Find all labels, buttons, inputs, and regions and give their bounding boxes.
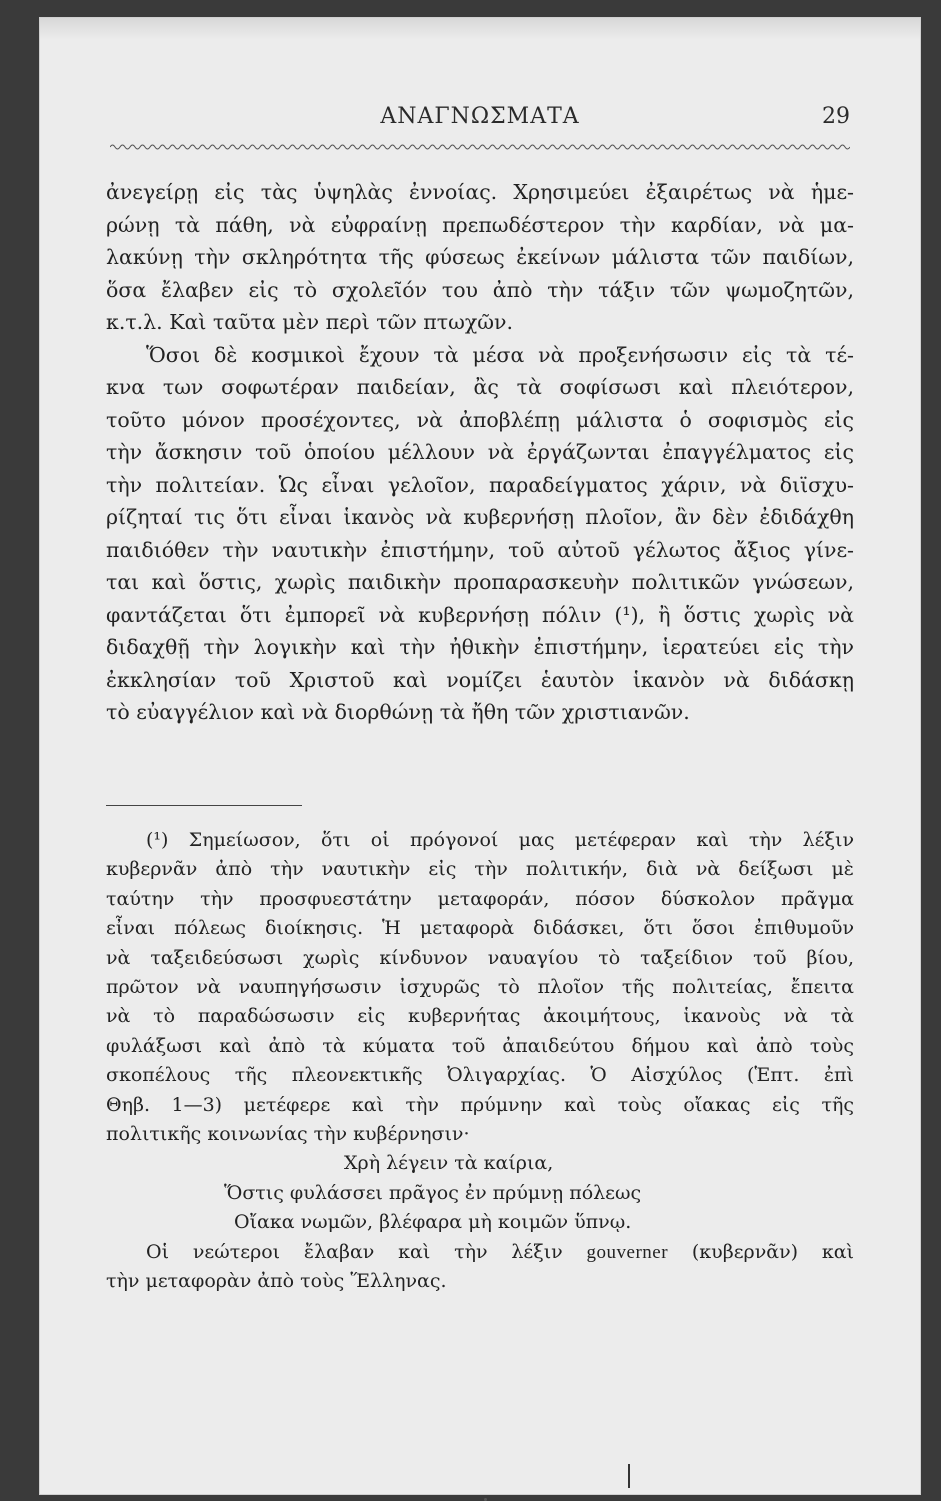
text-line: τὴν ἄσκησιν τοῦ ὁποίου μέλλουν νὰ ἐργάζωνται ἐπαγγέλματος εἰς xyxy=(106,440,854,464)
footnote-line: σκοπέλους τῆς πλεονεκτικῆς Ὀλιγαρχίας. Ὁ Αἰσχύλος (Ἑπτ. ἐπὶ xyxy=(106,1064,854,1087)
text-line: φαντάζεται ὅτι ἐμπορεῖ νὰ κυβερνήσῃ πόλιν (¹), ἢ ὅστις χωρὶς νὰ xyxy=(106,602,854,627)
text-line: ἐκκλησίαν τοῦ Χριστοῦ καὶ νομίζει ἑαυτὸν ἱκανὸν νὰ διδάσκῃ xyxy=(106,667,854,692)
text-line: λακύνῃ τὴν σκληρότητα τῆς φύσεως ἐκείνων μάλιστα τῶν παιδίων, xyxy=(106,245,854,269)
main-text xyxy=(106,176,854,729)
footnote-line: νὰ ταξειδεύσωσι χωρὶς κίνδυνον ναυαγίου τὸ ταξείδιον τοῦ βίου, xyxy=(106,946,854,969)
text-line: τοῦτο μόνον προσέχοντες, νὰ ἀποβλέπῃ μάλιστα ὁ σοφισμὸς εἰς xyxy=(106,407,854,432)
page-top-edge xyxy=(40,18,920,40)
page-mark xyxy=(628,1464,630,1488)
footnote-line: εἶναι πόλεως διοίκησις. Ἡ μεταφορὰ διδάσκει, ὅτι ὅσοι ἐπιθυμοῦν xyxy=(106,917,854,940)
footnote-line: νὰ τὸ παραδώσωσιν εἰς κυβερνήτας ἀκοιμήτους, ἱκανοὺς νὰ τὰ xyxy=(106,1005,854,1028)
text-line: ὅσα ἔλαβεν εἰς τὸ σχολεῖόν του ἀπὸ τὴν τάξιν τῶν ψωμοζητῶν, xyxy=(106,277,854,302)
verse-line: Οἴακα νωμῶν, βλέφαρα μὴ κοιμῶν ὕπνῳ. xyxy=(234,1211,632,1234)
running-head: ΑΝΑΓΝΩΣΜΑΤΑ xyxy=(380,104,580,129)
footnote-separator xyxy=(106,805,302,806)
text-line: κ.τ.λ. Καὶ ταῦτα μὲν περὶ τῶν πτωχῶν. xyxy=(106,310,513,334)
page-number: 29 xyxy=(822,104,850,129)
text-line: τὸ εὐαγγέλιον καὶ νὰ διορθώνῃ τὰ ἤθη τῶν χριστιανῶν. xyxy=(106,700,690,724)
text-line: ρώνῃ τὰ πάθη, νὰ εὐφραίνῃ πρεπωδέστερον τὴν καρδίαν, νὰ μα- xyxy=(106,212,854,237)
verse-line: Χρὴ λέγειν τὰ καίρια, xyxy=(344,1152,554,1175)
closing-text: Οἱ νεώτεροι ἔλαβαν καὶ τὴν λέξιν xyxy=(146,1240,563,1263)
footnote-line: κυβερνᾶν ἀπὸ τὴν ναυτικὴν εἰς τὴν πολιτικήν, διὰ νὰ δείξωσι μὲ xyxy=(106,858,854,881)
text-line: διδαχθῇ τὴν λογικὴν καὶ τὴν ἠθικὴν ἐπιστήμην, ἱερατεύει εἰς τὴν xyxy=(106,635,854,659)
footnote-line: φυλάξωσι καὶ ἀπὸ τὰ κύματα τοῦ ἀπαιδεύτου δήμου καὶ ἀπὸ τοὺς xyxy=(106,1034,854,1057)
text-line: Ὅσοι δὲ κοσμικοὶ ἔχουν τὰ μέσα νὰ προξενήσωσιν εἰς τὰ τέ- xyxy=(146,342,854,367)
footnote-line: πρῶτον νὰ ναυπηγήσωσιν ἰσχυρῶς τὸ πλοῖον τῆς πολιτείας, ἔπειτα xyxy=(106,976,854,999)
text-line: ἀνεγείρῃ εἰς τὰς ὑψηλὰς ἐννοίας. Χρησιμεύει ἐξαιρέτως νὰ ἡμε- xyxy=(106,180,854,204)
footnote-line: ταύτην τὴν προσφυεστάτην μεταφοράν, πόσον δύσκολον πρᾶγμα xyxy=(106,887,854,910)
closing-text: (κυβερνᾶν) καὶ xyxy=(691,1240,855,1263)
footnote-line: Θηβ. 1—3) μετέφερε καὶ τὴν πρύμνην καὶ τοὺς οἴακας εἰς τῆς xyxy=(106,1093,854,1116)
text-line: παιδιόθεν τὴν ναυτικὴν ἐπιστήμην, τοῦ αὐτοῦ γέλωτος ἄξιος γίνε- xyxy=(106,537,854,562)
text-line: ται καὶ ὅστις, χωρὶς παιδικὴν προπαρασκευὴν πολιτικῶν γνώσεων, xyxy=(106,570,854,594)
text-line: ρίζηταί τις ὅτι εἶναι ἱκανὸς νὰ κυβερνήσῃ πλοῖον, ἂν δὲν ἐδιδάχθη xyxy=(106,505,854,529)
text-line: κνα των σοφωτέραν παιδείαν, ἂς τὰ σοφίσωσι καὶ πλειότερον, xyxy=(106,375,854,399)
text-line: τὴν πολιτείαν. Ὡς εἶναι γελοῖον, παραδείγματος χάριν, νὰ διϊσχυ- xyxy=(106,472,854,497)
page-header xyxy=(110,104,850,134)
footnote-closing-line xyxy=(106,1238,854,1267)
wavy-header-rule xyxy=(110,142,850,152)
footnote-line: τὴν μεταφορὰν ἀπὸ τοὺς Ἕλληνας. xyxy=(106,1270,447,1293)
book-page xyxy=(40,18,920,1494)
footnote-line: (¹) Σημείωσον, ὅτι οἱ πρόγονοί μας μετέφεραν καὶ τὴν λέξιν xyxy=(146,829,854,851)
footnote-line: πολιτικῆς κοινωνίας τὴν κυβέρνησιν· xyxy=(106,1123,470,1146)
verse-line: Ὅστις φυλάσσει πρᾶγος ἐν πρύμνῃ πόλεως xyxy=(224,1181,642,1204)
footnote xyxy=(106,826,854,1297)
latin-word: gouverner xyxy=(586,1241,669,1263)
